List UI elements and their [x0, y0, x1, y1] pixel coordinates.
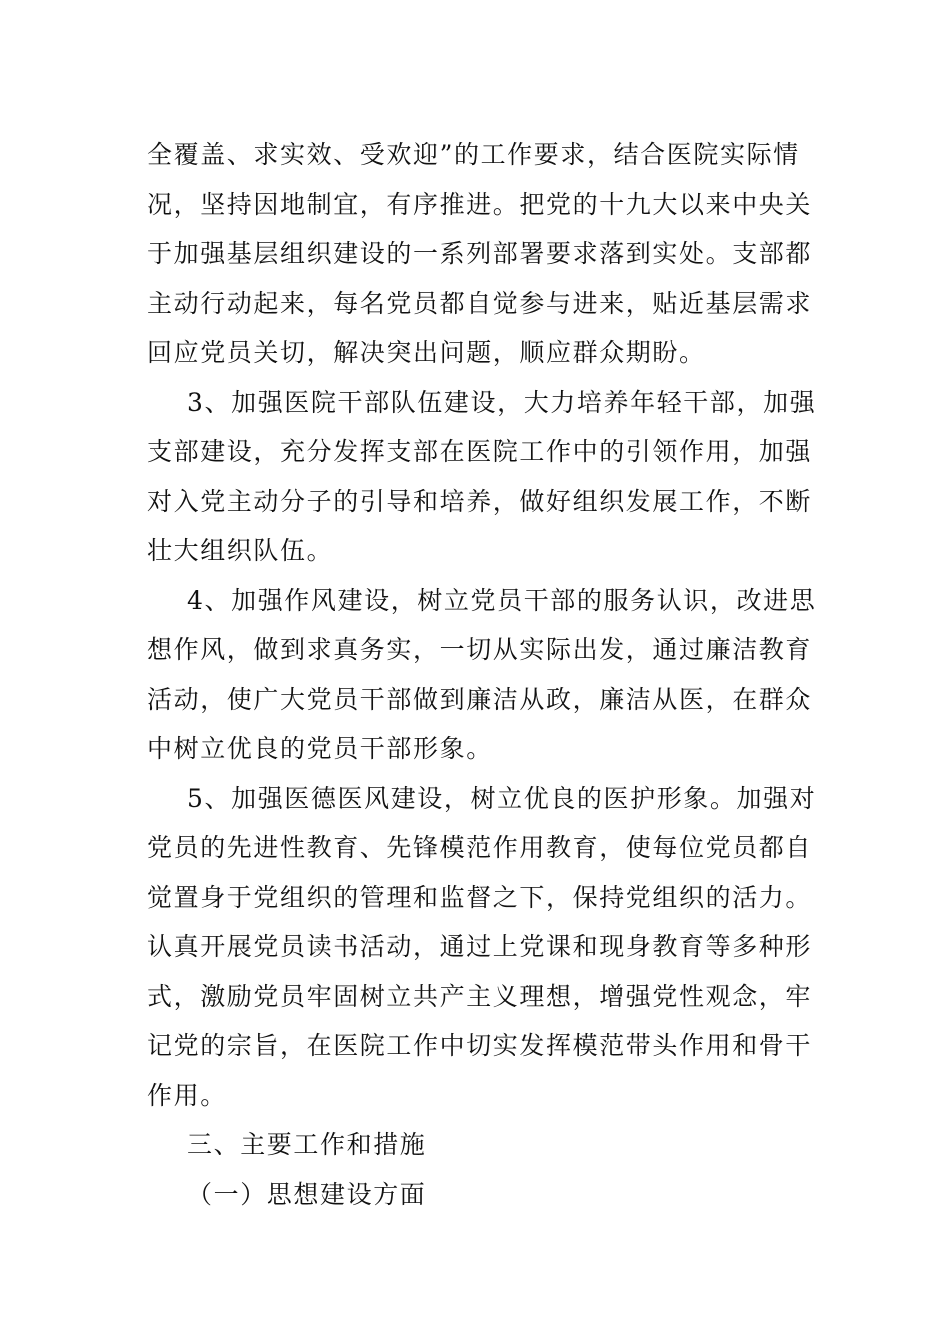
paragraph-line: 主动行动起来，每名党员都自觉参与进来，贴近基层需求 — [147, 288, 813, 318]
paragraph-line: 支部建设，充分发挥支部在医院工作中的引领作用，加强 — [147, 437, 813, 466]
subsection-heading: （一）思想建设方面 — [187, 1179, 427, 1209]
paragraph-line: 5、加强医德医风建设，树立优良的医护形象。加强对 — [187, 783, 817, 813]
paragraph-line: 回应党员关切，解决突出问题，顺应群众期盼。 — [147, 338, 706, 367]
paragraph-line: 认真开展党员读书活动，通过上党课和现身教育等多种形 — [147, 932, 813, 961]
paragraph-line: 于加强基层组织建设的一系列部署要求落到实处。支部都 — [147, 239, 813, 268]
paragraph-line: 式，激励党员牢固树立共产主义理想，增强党性观念，牢 — [147, 981, 813, 1011]
paragraph-line: 想作风，做到求真务实，一切从实际出发，通过廉洁教育 — [147, 635, 813, 664]
paragraph-line: 况，坚持因地制宜，有序推进。把党的十九大以来中央关 — [147, 189, 813, 219]
section-heading: 三、主要工作和措施 — [187, 1130, 427, 1159]
paragraph-line: 对入党主动分子的引导和培养，做好组织发展工作，不断 — [147, 486, 813, 516]
paragraph-line: 活动，使广大党员干部做到廉洁从政，廉洁从医，在群众 — [147, 684, 813, 714]
paragraph-line: 作用。 — [147, 1080, 227, 1110]
paragraph-line: 壮大组织队伍。 — [147, 536, 334, 565]
paragraph-line: 中树立优良的党员干部形象。 — [147, 734, 493, 763]
body-text — [147, 130, 817, 1219]
paragraph-line: 觉置身于党组织的管理和监督之下，保持党组织的活力。 — [147, 882, 813, 912]
paragraph-line: 记党的宗旨，在医院工作中切实发挥模范带头作用和骨干 — [147, 1031, 813, 1060]
paragraph-line: 4、加强作风建设，树立党员干部的服务认识，改进思 — [187, 585, 817, 615]
paragraph-line: 党员的先进性教育、先锋模范作用教育，使每位党员都自 — [147, 833, 813, 862]
paragraph-line: 3、加强医院干部队伍建设，大力培养年轻干部，加强 — [187, 387, 817, 417]
paragraph-line: 全覆盖、求实效、受欢迎”的工作要求，结合医院实际情 — [147, 140, 800, 169]
